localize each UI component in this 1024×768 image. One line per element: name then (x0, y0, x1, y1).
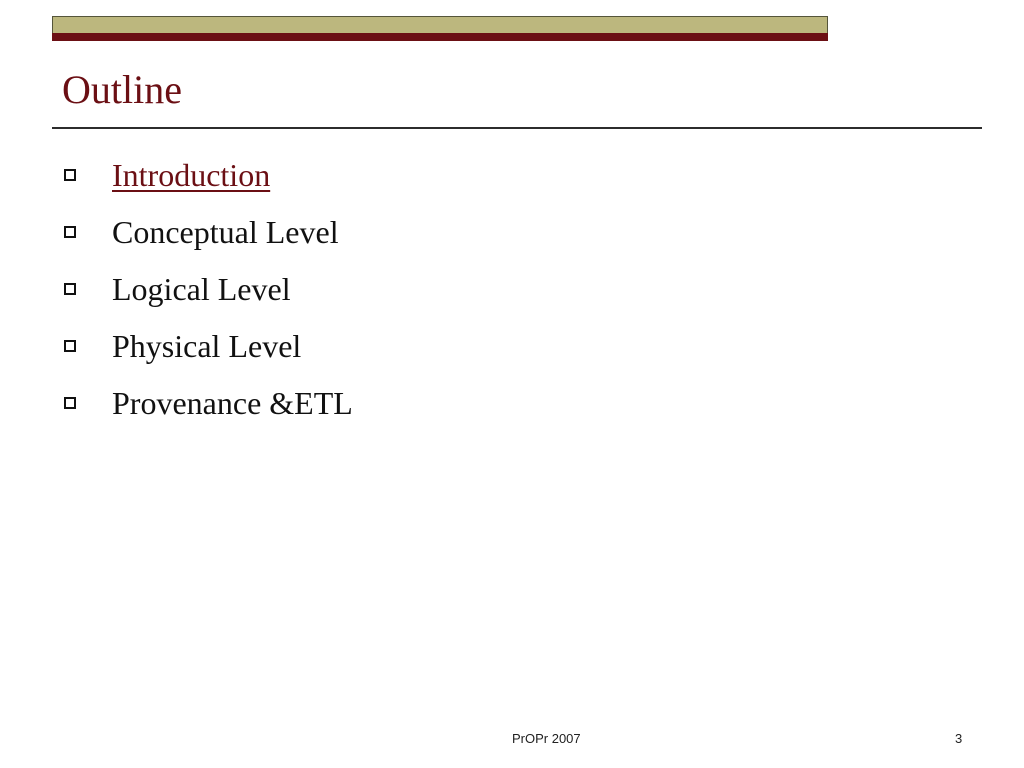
hollow-square-bullet-icon (64, 340, 76, 352)
bullet-label: Conceptual Level (112, 213, 339, 250)
list-item (64, 317, 353, 374)
header-maroon-band (52, 33, 828, 41)
bullet-label: Logical Level (112, 270, 291, 307)
hollow-square-bullet-icon (64, 283, 76, 295)
list-item (64, 203, 353, 260)
bullet-label: Provenance &ETL (112, 384, 353, 421)
list-item (64, 374, 353, 431)
header-decorative-bar (52, 16, 828, 42)
hollow-square-bullet-icon (64, 397, 76, 409)
page-number: 3 (955, 731, 963, 746)
list-item (64, 260, 353, 317)
outline-list (64, 146, 353, 431)
slide-title: Outline (62, 67, 182, 112)
introduction-link[interactable]: Introduction (112, 156, 271, 193)
header-olive-band (52, 16, 828, 34)
list-item[interactable] (64, 146, 353, 203)
hollow-square-bullet-icon (64, 226, 76, 238)
hollow-square-bullet-icon (64, 169, 76, 181)
footer-text: PrOPr 2007 (512, 731, 581, 746)
title-divider (52, 127, 982, 129)
bullet-label: Physical Level (112, 327, 302, 364)
